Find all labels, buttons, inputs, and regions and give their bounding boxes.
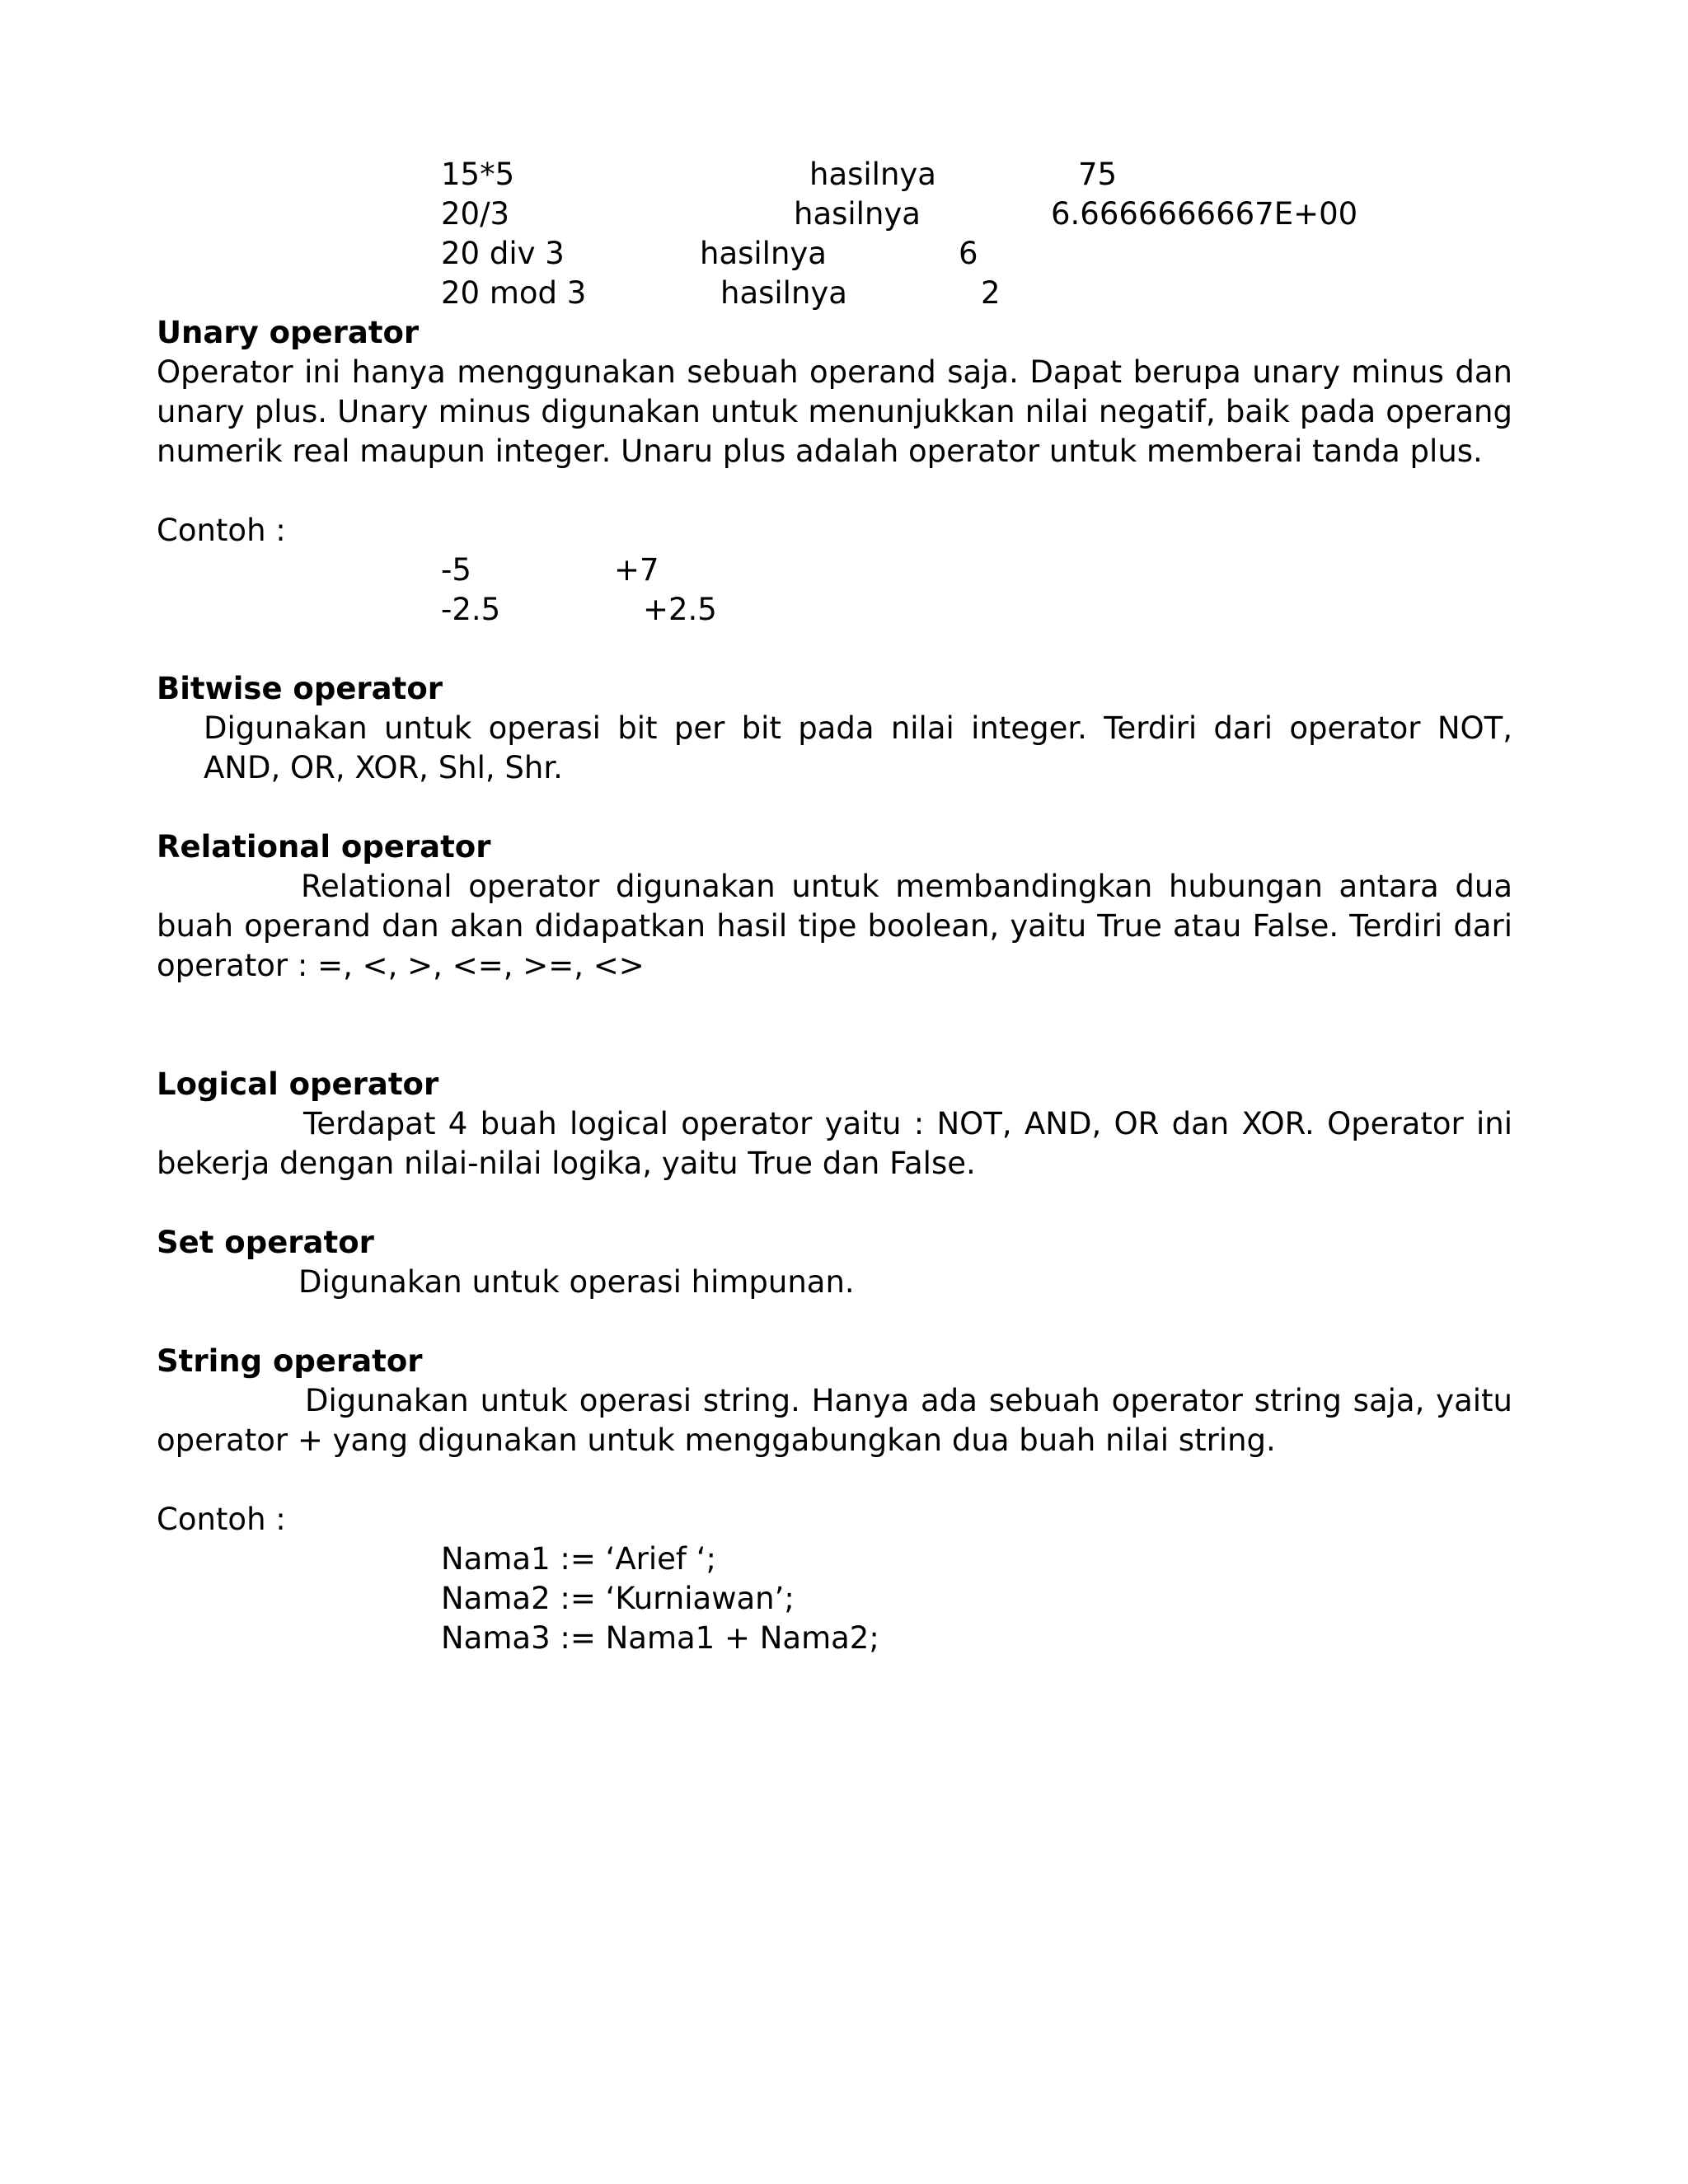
unary-example: +2.5 (643, 592, 717, 627)
unary-example: -2.5 (441, 592, 501, 627)
set-body: Digunakan untuk operasi himpunan. (298, 1264, 855, 1300)
unary-heading: Unary operator (157, 315, 420, 350)
bitwise-body: Digunakan untuk operasi bit per bit pada nilai integer. Terdiri dari operator NOT, AND, OR, XOR, Shl, Shr. (204, 710, 1512, 785)
unary-example: +7 (614, 552, 659, 588)
relational-heading: Relational operator (157, 829, 491, 865)
string-body: Digunakan untuk operasi string. Hanya ada sebuah operator string saja, yaitu operator + yang digunakan untuk menggabungkan dua buah nilai string. (157, 1383, 1512, 1458)
arith-expr: 20 div 3 (441, 236, 565, 271)
logical-heading: Logical operator (157, 1066, 439, 1102)
arith-expr: 20 mod 3 (441, 275, 587, 311)
arith-word: hasilnya (700, 236, 827, 271)
set-heading: Set operator (157, 1225, 374, 1260)
unary-body: Operator ini hanya menggunakan sebuah operand saja. Dapat berupa unary minus dan unary plus. Unary minus digunakan untuk menunjukkan nilai negatif, baik pada operang numerik real maupun integer. Unaru plus adalah operator untuk memberai tanda plus. (157, 354, 1512, 469)
arith-result: 2 (981, 275, 1001, 311)
code-line: Nama3 := Nama1 + Nama2; (441, 1620, 879, 1656)
arith-result: 75 (1078, 157, 1118, 192)
arith-word: hasilnya (720, 275, 847, 311)
arith-result: 6.6666666667E+00 (1051, 196, 1358, 232)
bitwise-heading: Bitwise operator (157, 671, 443, 706)
code-line: Nama1 := ‘Arief ‘; (441, 1541, 716, 1577)
unary-example-label: Contoh : (157, 513, 286, 548)
relational-body: Relational operator digunakan untuk membandingkan hubungan antara dua buah operand dan akan didapatkan hasil tipe boolean, yaitu True atau False. Terdiri dari operator : =, <, >, <=, >=, <> (157, 869, 1512, 983)
arith-word: hasilnya (809, 157, 936, 192)
arith-expr: 20/3 (441, 196, 510, 232)
string-heading: String operator (157, 1343, 423, 1379)
unary-example: -5 (441, 552, 471, 588)
code-line: Nama2 := ‘Kurniawan’; (441, 1581, 795, 1616)
arith-word: hasilnya (794, 196, 921, 232)
arith-result: 6 (959, 236, 978, 271)
string-example-label: Contoh : (157, 1502, 286, 1537)
logical-body: Terdapat 4 buah logical operator yaitu : NOT, AND, OR dan XOR. Operator ini bekerja dengan nilai-nilai logika, yaitu True dan False. (157, 1106, 1512, 1181)
arith-expr: 15*5 (441, 157, 515, 192)
